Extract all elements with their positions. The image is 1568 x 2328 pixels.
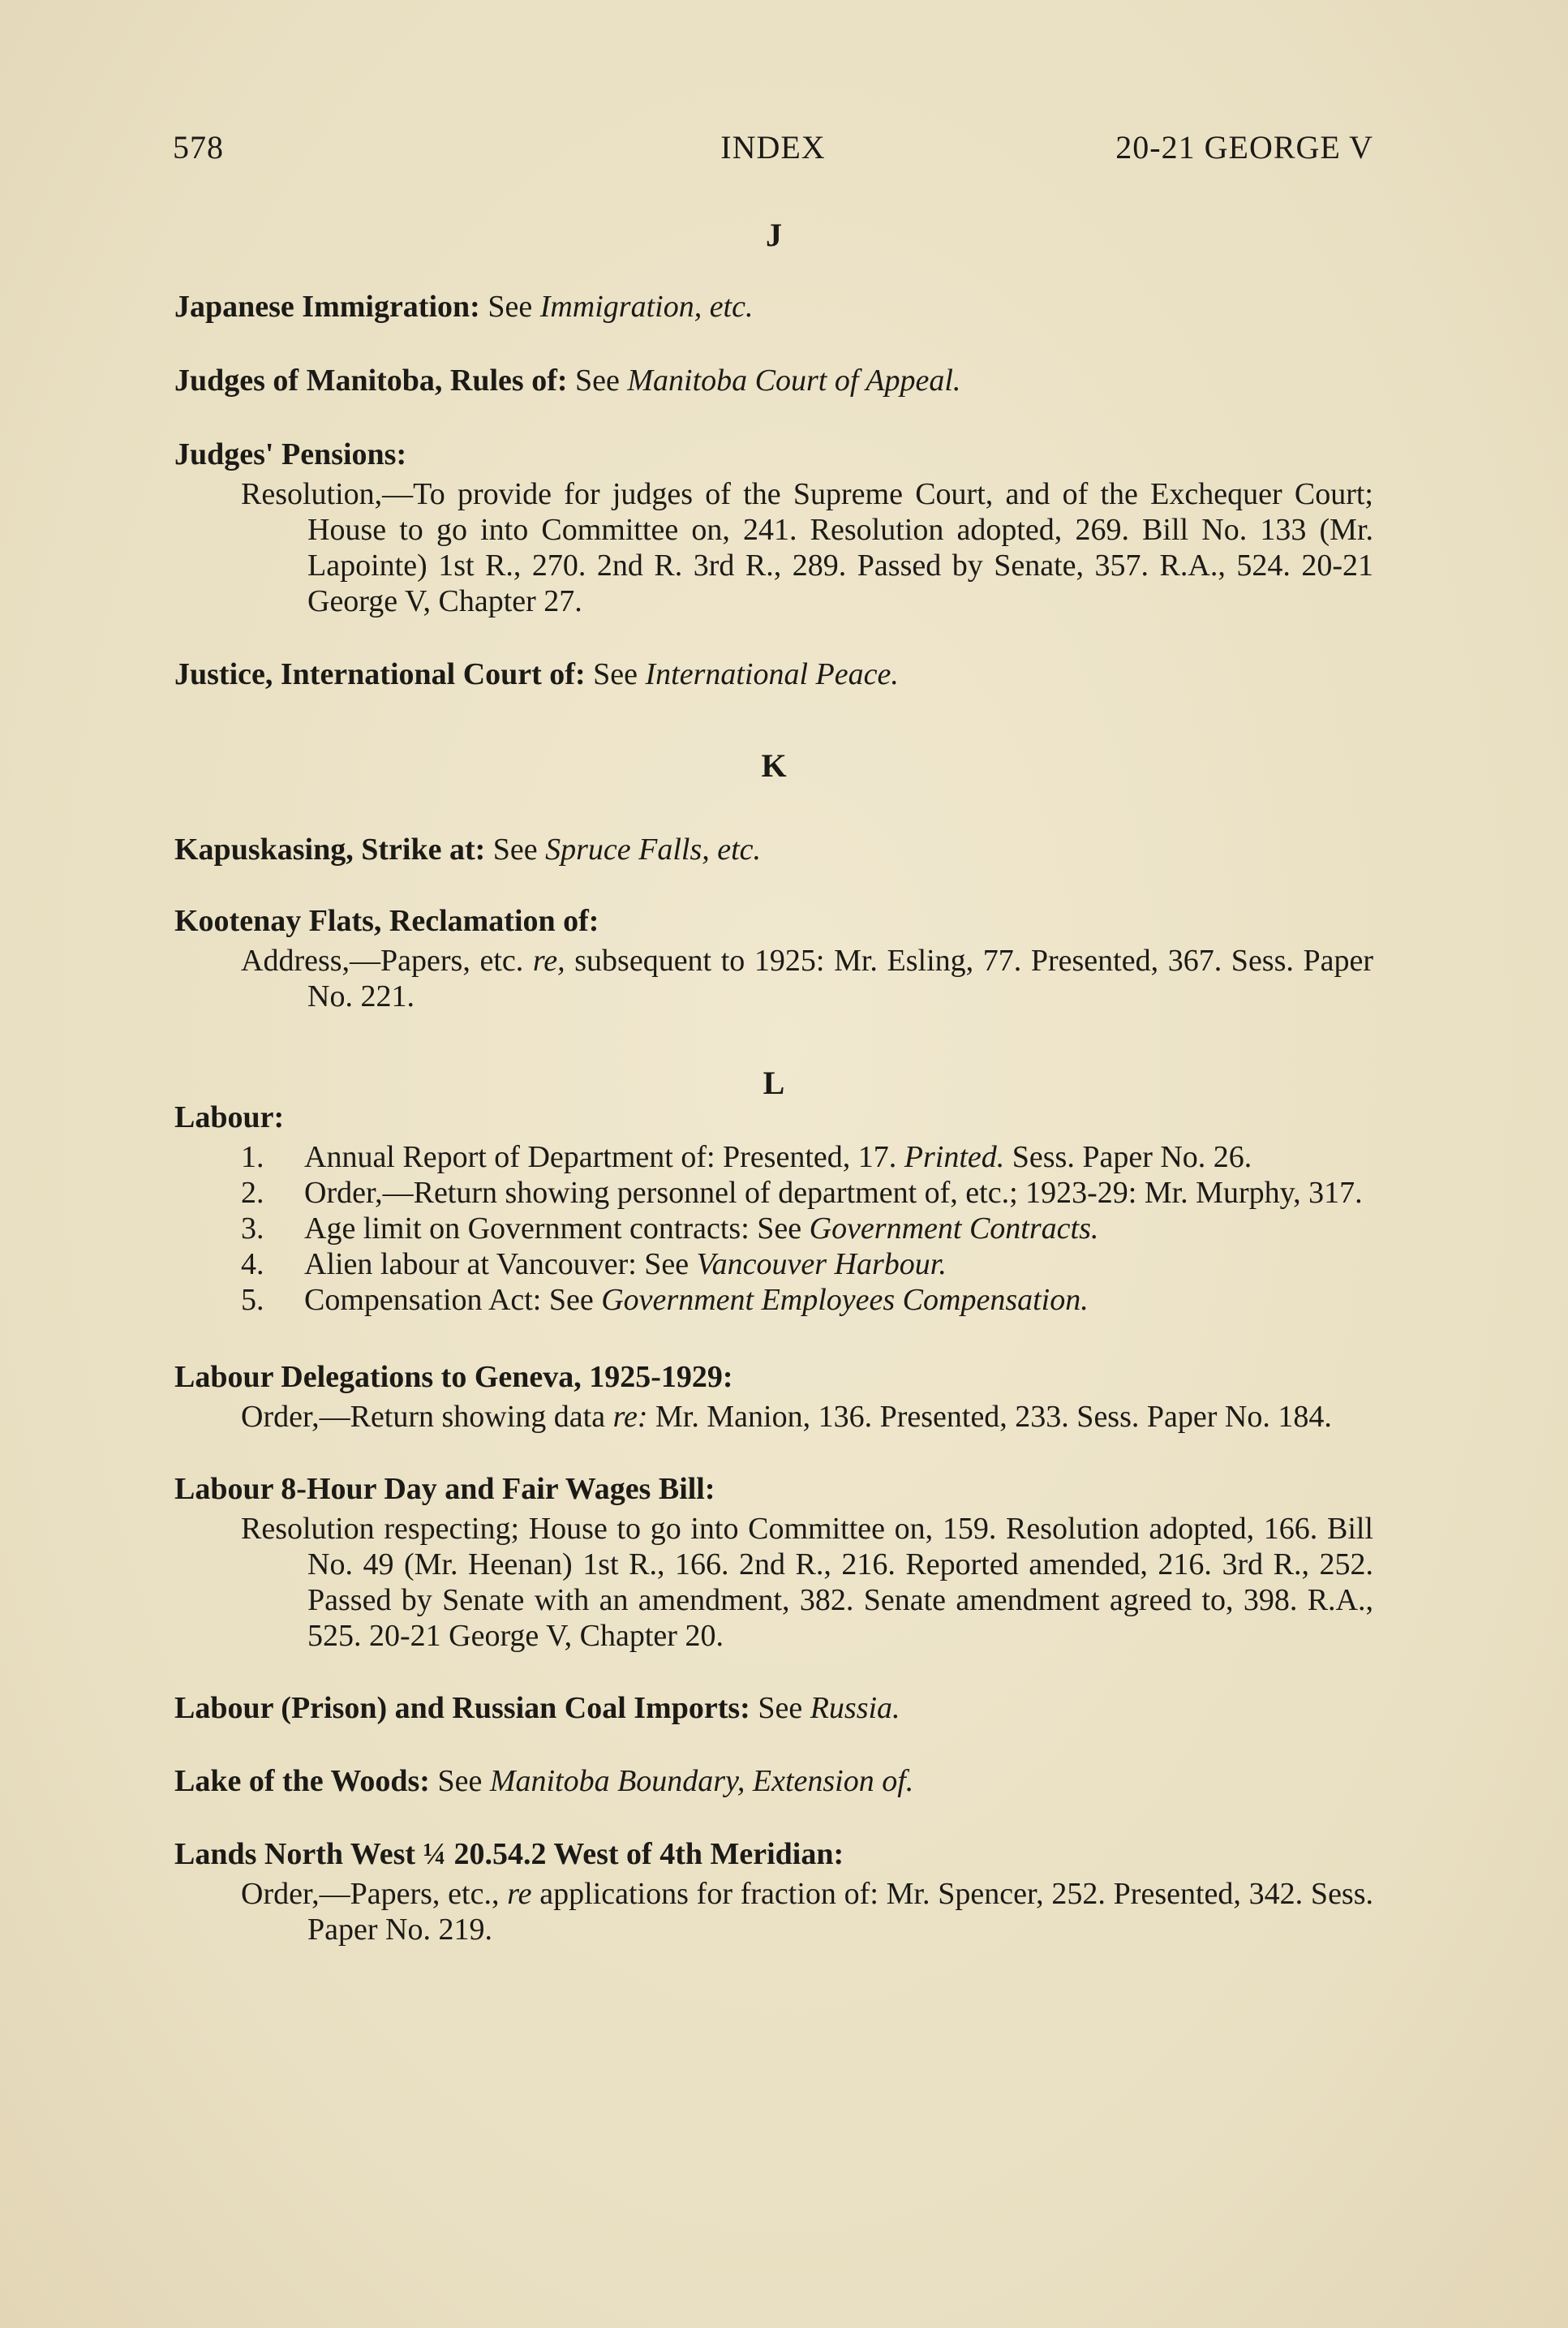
entry-heading: Kapuskasing, Strike at: — [174, 833, 486, 867]
entry-heading: Lake of the Woods: — [174, 1764, 430, 1798]
list-item — [174, 1282, 1373, 1318]
text-part: Mr. Manion, 136. Presented, 233. Sess. Paper No. 184. — [655, 1400, 1332, 1434]
entry-heading: Judges of Manitoba, Rules of: — [174, 364, 568, 398]
section-letter-l: L — [763, 1065, 785, 1101]
section-letter-k: K — [761, 747, 787, 784]
item-text: Order,—Return showing personnel of department of, etc.; 1923-29: Mr. Murphy, 317. — [304, 1176, 1363, 1210]
entry-kapuskasing — [174, 831, 1373, 868]
see-label: See — [575, 364, 620, 398]
entry-eight-hour-text: Resolution respecting; House to go into Committee on, 159. Resolution adopted, 166. Bill No. 49 (Mr. Heenan) 1st R., 166. 2nd R., 216. Reported amended, 216. 3rd R., 252. Passed by Senate with an amendment, 382. Senate amendment agreed to, 398. R.A., 525. 20-21 George V, Chapter 20. — [241, 1512, 1373, 1653]
item-text: Alien labour at Vancouver: See — [304, 1247, 689, 1281]
text-part: applications for fraction of: Mr. Spencer, 252. Presented, 342. Sess. Paper No. 219. — [307, 1877, 1374, 1947]
list-item — [174, 1211, 1373, 1246]
text-italic: re — [507, 1877, 532, 1911]
text-part: Order,—Return showing data — [241, 1400, 606, 1434]
cross-reference: Manitoba Court of Appeal. — [627, 364, 961, 398]
entry-labour-heading: Labour: — [174, 1100, 285, 1134]
entry-labour-prison — [174, 1689, 1373, 1727]
section-letter-j: J — [766, 217, 782, 253]
see-label: See — [758, 1691, 803, 1725]
entry-lands-text — [241, 1876, 1373, 1947]
item-text: Annual Report of Department of: Presented, 17. — [304, 1140, 897, 1174]
cross-reference: Spruce Falls, etc. — [545, 833, 762, 867]
text-italic: re, — [532, 944, 565, 978]
item-number: 4. — [241, 1247, 264, 1281]
entry-judges-manitoba — [174, 362, 1373, 399]
entry-judges-pensions-heading: Judges' Pensions: — [174, 437, 407, 471]
entry-lands-heading: Lands North West ¼ 20.54.2 West of 4th Meridian: — [174, 1837, 844, 1871]
item-italic: Government Employees Compensation. — [601, 1283, 1089, 1317]
index-content — [174, 215, 1373, 1947]
item-italic: Government Contracts. — [809, 1211, 1099, 1246]
entry-heading: Justice, International Court of: — [174, 657, 586, 691]
entry-lake-of-the-woods — [174, 1762, 1373, 1800]
item-number: 1. — [241, 1140, 264, 1174]
running-title: INDEX — [720, 129, 826, 166]
see-label: See — [492, 833, 538, 867]
running-header — [173, 128, 1373, 169]
cross-reference: Russia. — [810, 1691, 900, 1725]
text-part: Order,—Papers, etc., — [241, 1877, 500, 1911]
entry-heading: Japanese Immigration: — [174, 290, 480, 324]
entry-heading: Labour (Prison) and Russian Coal Imports: — [174, 1691, 750, 1725]
item-italic: Vancouver Harbour. — [696, 1247, 947, 1281]
see-label: See — [488, 290, 533, 324]
list-item — [174, 1246, 1373, 1282]
cross-reference: Manitoba Boundary, Extension of. — [489, 1764, 914, 1798]
item-italic: Printed. — [904, 1140, 1005, 1174]
text-italic: re: — [612, 1400, 648, 1434]
entry-kootenay-heading: Kootenay Flats, Reclamation of: — [174, 904, 599, 938]
item-number: 5. — [241, 1283, 264, 1317]
item-number: 3. — [241, 1211, 264, 1246]
see-label: See — [437, 1764, 483, 1798]
page-number: 578 — [173, 129, 224, 166]
entry-labour-delegations-heading: Labour Delegations to Geneva, 1925-1929: — [174, 1360, 733, 1394]
running-right: 20-21 GEORGE V — [1115, 129, 1373, 166]
item-text: Compensation Act: See — [304, 1283, 594, 1317]
text-part: subsequent to 1925: Mr. Esling, 77. Presented, 367. Sess. Paper No. 221. — [307, 944, 1374, 1013]
item-number: 2. — [241, 1176, 264, 1210]
text-part: Address,—Papers, etc. — [241, 944, 524, 978]
list-item — [174, 1175, 1373, 1211]
entry-japanese-immigration — [174, 288, 1373, 325]
cross-reference: International Peace. — [645, 657, 899, 691]
entry-justice-international-court — [174, 656, 1373, 693]
item-text-tail: Sess. Paper No. 26. — [1012, 1140, 1252, 1174]
list-item — [174, 1139, 1373, 1175]
see-label: See — [593, 657, 638, 691]
entry-judges-pensions-text: Resolution,—To provide for judges of the Supreme Court, and of the Exchequer Court; House to go into Committee on, 241. Resolution adopted, 269. Bill No. 133 (Mr. Lapointe) 1st R., 270. 2nd R. 3rd R., 289. Passed by Senate, 357. R.A., 524. 20-21 George V, Chapter 27. — [241, 477, 1373, 618]
entry-kootenay-text — [241, 943, 1373, 1014]
entry-labour-delegations-text — [241, 1399, 1373, 1435]
cross-reference: Immigration, etc. — [539, 290, 754, 324]
labour-item-list — [174, 1139, 1373, 1318]
item-text: Age limit on Government contracts: See — [304, 1211, 802, 1246]
entry-eight-hour-heading: Labour 8-Hour Day and Fair Wages Bill: — [174, 1472, 715, 1506]
